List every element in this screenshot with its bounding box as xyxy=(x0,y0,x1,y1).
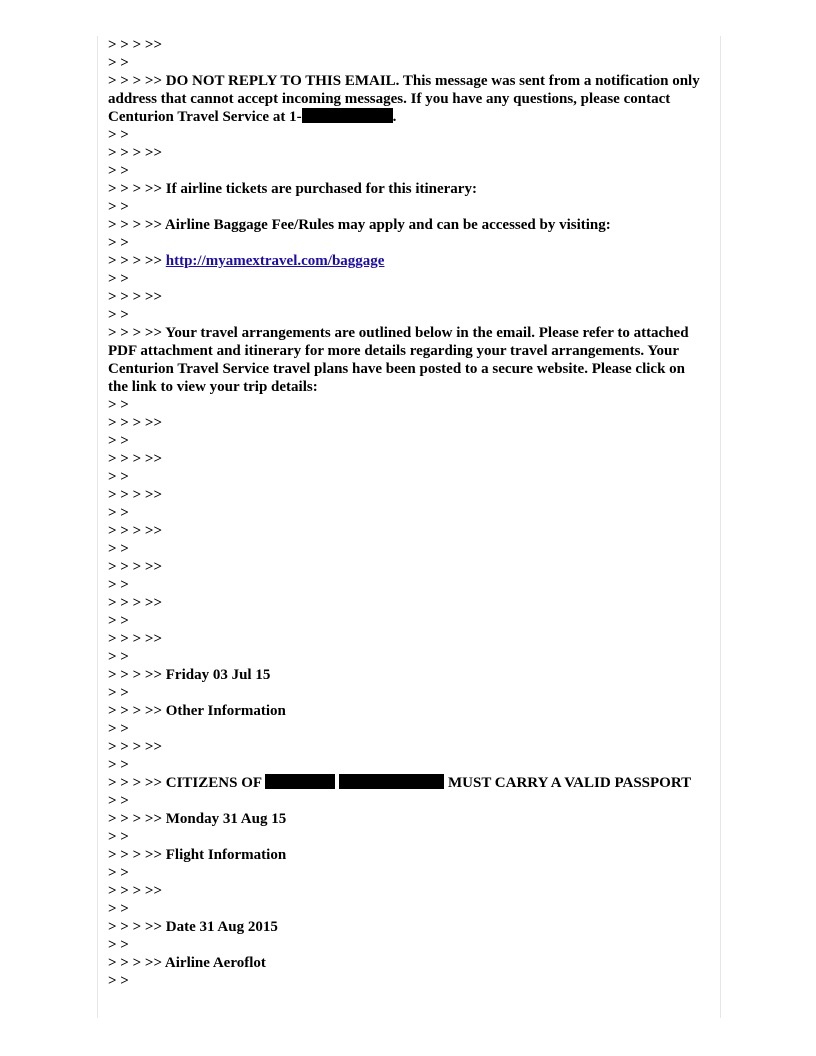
quote-prefix: > > > >> xyxy=(108,667,166,683)
quote-prefix: > > > >> xyxy=(108,703,166,719)
baggage-rules-line xyxy=(108,216,708,234)
baggage-rules-text: Airline Baggage Fee/Rules may apply and can be accessed by visiting: xyxy=(164,217,611,233)
flight-date-line xyxy=(108,918,708,936)
quote-marker: > > xyxy=(108,127,129,143)
quote-marker: > > xyxy=(108,271,129,287)
quote-marker: > > xyxy=(108,973,129,989)
arrangements-text: Your travel arrangements are outlined below in the email. Please refer to attached PDF attachment and itinerary for more details regarding your travel arrangements. Your Centurion Travel Service travel plans have been posted to a secure website. Please click on the link to view your trip details: xyxy=(108,325,689,395)
quote-marker: > > xyxy=(108,829,129,845)
quote-marker: > > xyxy=(108,505,129,521)
other-information-heading xyxy=(108,702,708,720)
date1-text: Friday 03 Jul 15 xyxy=(165,667,271,683)
quote-marker: > > > >> xyxy=(108,487,162,503)
quote-marker: > > xyxy=(108,937,129,953)
email-body xyxy=(108,36,708,990)
quote-marker: > > xyxy=(108,613,129,629)
quote-prefix: > > > >> xyxy=(108,811,166,827)
airline-name-text: Airline Aeroflot xyxy=(164,955,266,971)
quote-marker: > > > >> xyxy=(108,883,162,899)
citizens-suffix: MUST CARRY A VALID PASSPORT xyxy=(447,775,692,791)
quote-marker: > > xyxy=(108,397,129,413)
airline-name-line xyxy=(108,954,708,972)
flight-info-text: Flight Information xyxy=(165,847,287,863)
quote-marker: > > > >> xyxy=(108,451,162,467)
quote-marker: > > xyxy=(108,163,129,179)
quote-marker: > > xyxy=(108,721,129,737)
quote-marker: > > xyxy=(108,199,129,215)
baggage-link-line xyxy=(108,252,708,270)
baggage-link[interactable]: http://myamextravel.com/baggage xyxy=(165,253,385,269)
quote-marker: > > > >> xyxy=(108,631,162,647)
quote-marker: > > xyxy=(108,649,129,665)
quote-marker: > > xyxy=(108,235,129,251)
quote-marker: > > > >> xyxy=(108,595,162,611)
quote-marker: > > xyxy=(108,577,129,593)
quote-marker: > > xyxy=(108,55,129,71)
redacted-country-1 xyxy=(265,774,335,789)
date2-text: Monday 31 Aug 15 xyxy=(165,811,287,827)
redacted-country-2 xyxy=(339,774,444,789)
quote-marker: > > > >> xyxy=(108,289,162,305)
quote-marker: > > xyxy=(108,469,129,485)
other-info-text: Other Information xyxy=(165,703,286,719)
notice-text: DO NOT REPLY TO THIS EMAIL. This message was sent from a notification only address that cannot accept incoming messages. If you have any questions, please contact Centurion Travel Service at 1- xyxy=(108,73,700,125)
redacted-phone xyxy=(302,108,393,123)
quote-prefix: > > > >> xyxy=(108,217,165,233)
date-heading-aug xyxy=(108,810,708,828)
citizens-prefix: CITIZENS OF xyxy=(165,775,262,791)
quote-prefix: > > > >> xyxy=(108,253,166,269)
date-heading-jul xyxy=(108,666,708,684)
do-not-reply-notice xyxy=(108,72,708,126)
quote-marker: > > xyxy=(108,865,129,881)
quote-marker: > > xyxy=(108,685,129,701)
quote-marker: > > > >> xyxy=(108,415,162,431)
quote-marker: > > xyxy=(108,757,129,773)
quote-prefix: > > > >> xyxy=(108,73,166,89)
quote-marker: > > > >> xyxy=(108,739,162,755)
flight-information-heading xyxy=(108,846,708,864)
quote-marker: > > > >> xyxy=(108,37,162,53)
quote-marker: > > xyxy=(108,433,129,449)
notice-end: . xyxy=(392,109,397,125)
quote-marker: > > xyxy=(108,793,129,809)
airline-tickets-line xyxy=(108,180,708,198)
quote-prefix: > > > >> xyxy=(108,181,166,197)
flight-date-text: Date 31 Aug 2015 xyxy=(165,919,278,935)
airline-tickets-text: If airline tickets are purchased for this itinerary: xyxy=(165,181,477,197)
quote-marker: > > > >> xyxy=(108,559,162,575)
quote-marker: > > > >> xyxy=(108,145,162,161)
quote-prefix: > > > >> xyxy=(108,955,165,971)
quote-prefix: > > > >> xyxy=(108,919,166,935)
quote-marker: > > xyxy=(108,307,129,323)
quote-marker: > > xyxy=(108,541,129,557)
quote-marker: > > xyxy=(108,901,129,917)
travel-arrangements-paragraph xyxy=(108,324,708,396)
quote-prefix: > > > >> xyxy=(108,325,166,341)
quote-marker: > > > >> xyxy=(108,523,162,539)
quote-prefix: > > > >> xyxy=(108,847,166,863)
quote-prefix: > > > >> xyxy=(108,775,166,791)
citizens-passport-notice xyxy=(108,774,708,792)
